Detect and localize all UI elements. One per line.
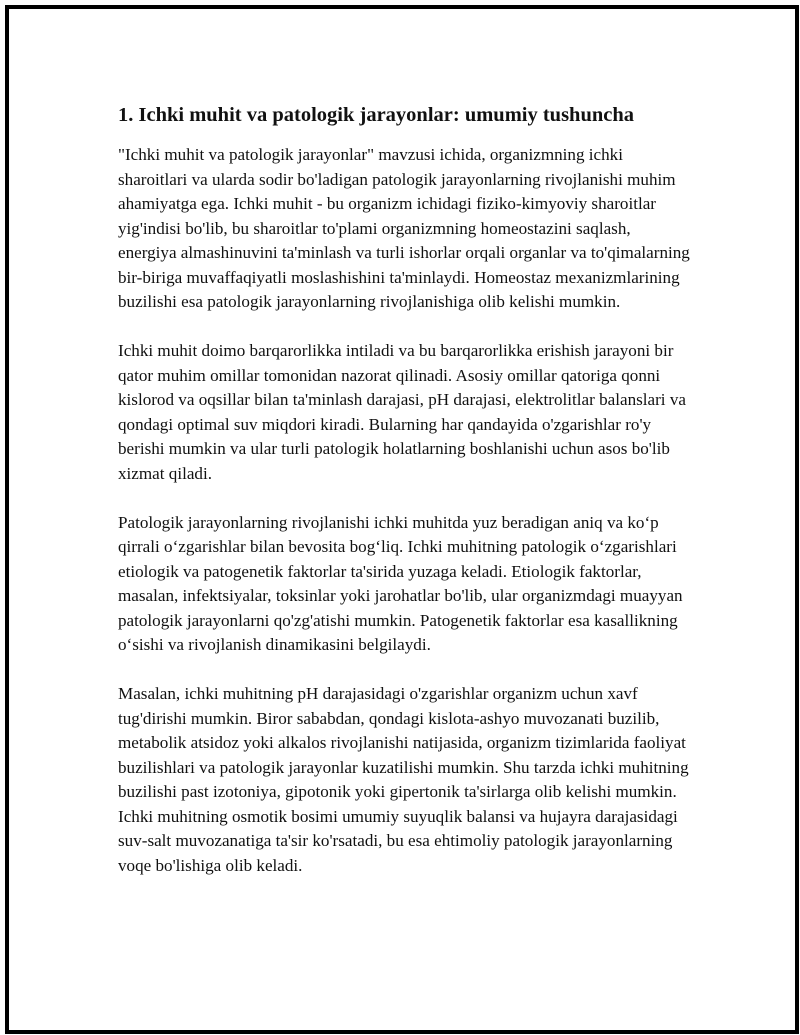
paragraph-1: "Ichki muhit va patologik jarayonlar" mavzusi ichida, organizmning ichki sharoitlari va ularda sodir bo'ladigan patologik jarayonlarning rivojlanishi muhim ahamiyatga ega. Ichki muhit - bu organizm ichidagi fiziko-kimyoviy sharoitlar yig'indisi bo'lib, bu sharoitlar to'plami organizmning homeostazini saqlash, energiya almashinuvini ta'minlash va turli ishorlar orqali organlar va to'qimalarning bir-biriga muvaffaqiyatli moslashishini ta'minlaydi. Homeostaz mexanizmlarining buzilishi esa patologik jarayonlarning rivojlanishiga olib kelishi mumkin.	[118, 145, 690, 311]
section-heading: 1. Ichki muhit va patologik jarayonlar: umumiy tushuncha	[118, 104, 635, 126]
paragraph-3: Patologik jarayonlarning rivojlanishi ichki muhitda yuz beradigan aniq va ko‘p qirrali o‘zgarishlar bilan bevosita bog‘liq. Ichki muhitning patologik o‘zgarishlari etiologik va patogenetik faktorlar ta'sirida yuzaga keladi. Etiologik faktorlar, masalan, infektsiyalar, toksinlar yoki jarohatlar bo'lib, ular organizmdagi muayyan patologik jarayonlarni qo'zg'atishi mumkin. Patogenetik faktorlar esa kasallikning o‘sishi va rivojlanish dinamikasini belgilaydi.	[118, 512, 683, 654]
paragraph-4: Masalan, ichki muhitning pH darajasidagi o'zgarishlar organizm uchun xavf tug'dirishi mumkin. Biror sababdan, qondagi kislota-ashyo muvozanati buzilib, metabolik atsidoz yoki alkalos rivojlanishi natijasida, organizm tizimlarida faoliyat buzilishlari va patologik jarayonlar kuzatilishi mumkin. Shu tarzda ichki muhitning buzilishi past izotoniya, gipotonik yoki gipertonik ta'sirlarga olib kelishi mumkin. Ichki muhitning osmotik bosimi umumiy suyuqlik balansi va hujayra darajasidagi suv-salt muvozanatiga ta'sir ko'rsatadi, bu esa ehtimoliy patologik jarayonlarning voqe bo'lishiga olib keladi.	[118, 684, 689, 875]
paragraph-2: Ichki muhit doimo barqarorlikka intiladi va bu barqarorlikka erishish jarayoni bir qator muhim omillar tomonidan nazorat qilinadi. Asosiy omillar qatoriga qonni kislorod va oqsillar bilan ta'minlash darajasi, pH darajasi, elektrolitlar balanslari va qondagi optimal suv miqdori kiradi. Bularning har qandayida o'zgarishlar ro'y berishi mumkin va ular turli patologik holatlarning boshlanishi uchun asos bo'lib xizmat qiladi.	[118, 341, 686, 483]
document-body	[118, 101, 693, 903]
document-page	[5, 5, 799, 1034]
